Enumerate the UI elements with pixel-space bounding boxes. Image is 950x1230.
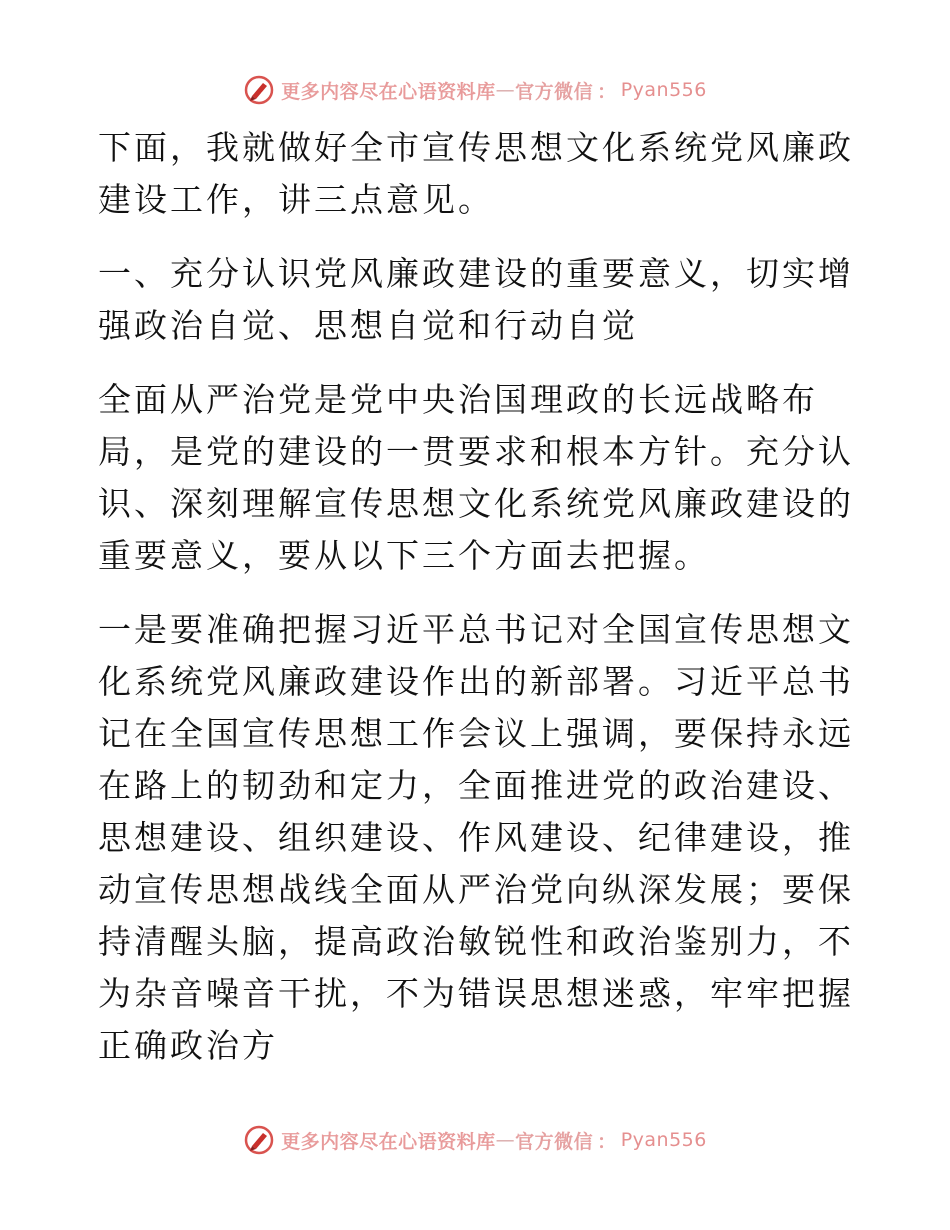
watermark-main: 更多内容尽在心语资料库 (281, 1130, 496, 1153)
paragraph-overview: 全面从严治党是党中央治国理政的长远战略布局，是党的建设的一贯要求和根本方针。充分认识、深刻理解宣传思想文化系统党风廉政建设的重要意义，要从以下三个方面去把握。 (98, 380, 854, 575)
watermark-sep: ： (597, 1130, 617, 1153)
pen-logo-icon (243, 74, 275, 106)
header-watermark (0, 70, 950, 110)
watermark-sep: ： (597, 80, 617, 103)
paragraph-point-one: 一是要准确把握习近平总书记对全国宣传思想文化系统党风廉政建设作出的新部署。习近平总书记在全国宣传思想工作会议上强调，要保持永远在路上的韧劲和定力，全面推进党的政治建设、思想建设、组织建设、作风建设、纪律建设，推动宣传思想战线全面从严治党向纵深发展；要保持清醒头脑，提高政治敏锐性和政治鉴别力，不为杂音噪音干扰，不为错误思想迷惑，牢牢把握正确政治方 (98, 610, 854, 1065)
watermark-dash: — (495, 1129, 516, 1151)
watermark-main: 更多内容尽在心语资料库 (281, 80, 496, 103)
watermark-text (281, 1127, 707, 1154)
section-heading: 一、充分认识党风廉政建设的重要意义，切实增强政治自觉、思想自觉和行动自觉 (98, 254, 854, 345)
watermark-dash: — (495, 79, 516, 101)
watermark-text (281, 77, 707, 104)
paragraph-intro: 下面，我就做好全市宣传思想文化系统党风廉政建设工作，讲三点意见。 (98, 128, 854, 219)
watermark-id: Pyan556 (620, 79, 707, 101)
document-body (98, 122, 858, 1094)
footer-watermark (0, 1120, 950, 1160)
watermark-wechat: 官方微信 (515, 1130, 594, 1153)
watermark-wechat: 官方微信 (515, 80, 594, 103)
pen-logo-icon (243, 1124, 275, 1156)
watermark-id: Pyan556 (620, 1129, 707, 1151)
